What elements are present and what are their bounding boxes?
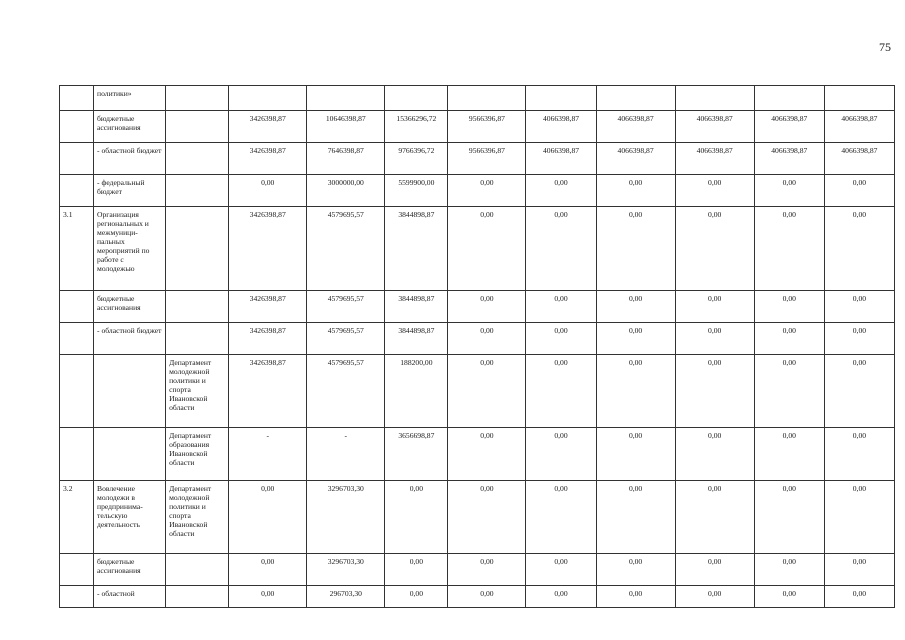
row-value-cell [448, 86, 526, 111]
row-value-cell: 3426398,87 [229, 207, 307, 291]
row-value-cell: 0,00 [448, 291, 526, 323]
row-value-cell: 3426398,87 [229, 143, 307, 175]
row-value-cell: 0,00 [385, 586, 448, 608]
row-value-cell [824, 86, 894, 111]
budget-table [59, 85, 895, 608]
row-value-cell: 4066398,87 [675, 143, 754, 175]
row-value-cell [307, 86, 385, 111]
row-executor-cell: Департамент молодежной политики и спорта Ивановской области [166, 481, 229, 554]
row-code-cell [60, 143, 94, 175]
row-code-cell: 3.2 [60, 481, 94, 554]
row-name-cell [94, 355, 166, 428]
row-value-cell [675, 86, 754, 111]
row-value-cell: 0,00 [448, 554, 526, 586]
row-value-cell: 0,00 [526, 291, 596, 323]
row-value-cell: 0,00 [448, 428, 526, 481]
table-row [60, 323, 895, 355]
row-value-cell: 0,00 [824, 291, 894, 323]
row-name-cell: - областной бюджет [94, 323, 166, 355]
row-value-cell: 0,00 [526, 586, 596, 608]
row-value-cell: 4579695,57 [307, 355, 385, 428]
row-value-cell [385, 86, 448, 111]
row-value-cell: 0,00 [824, 481, 894, 554]
row-value-cell: 0,00 [824, 207, 894, 291]
row-value-cell: 0,00 [754, 481, 824, 554]
row-value-cell: 0,00 [754, 554, 824, 586]
row-executor-cell [166, 86, 229, 111]
row-value-cell: 0,00 [596, 554, 675, 586]
row-name-cell: бюджетные ассигнования [94, 291, 166, 323]
row-executor-cell [166, 586, 229, 608]
row-value-cell: 4579695,57 [307, 323, 385, 355]
row-value-cell: 0,00 [229, 481, 307, 554]
row-code-cell [60, 586, 94, 608]
row-value-cell: 0,00 [824, 323, 894, 355]
row-value-cell: 4066398,87 [675, 111, 754, 143]
row-value-cell: 0,00 [596, 586, 675, 608]
row-value-cell: 3426398,87 [229, 323, 307, 355]
row-code-cell [60, 175, 94, 207]
row-value-cell: 0,00 [824, 428, 894, 481]
row-value-cell: 3296703,30 [307, 554, 385, 586]
table-row [60, 291, 895, 323]
row-value-cell: 0,00 [385, 481, 448, 554]
table-row [60, 207, 895, 291]
row-value-cell: 5599900,00 [385, 175, 448, 207]
table-row [60, 586, 895, 608]
row-value-cell: 0,00 [675, 481, 754, 554]
row-value-cell: 0,00 [754, 207, 824, 291]
row-value-cell: 0,00 [596, 428, 675, 481]
row-value-cell: 0,00 [526, 323, 596, 355]
row-value-cell: 0,00 [448, 481, 526, 554]
row-value-cell: 4066398,87 [824, 111, 894, 143]
row-value-cell: 0,00 [385, 554, 448, 586]
budget-table-body [60, 86, 895, 608]
row-value-cell: 4066398,87 [526, 111, 596, 143]
row-value-cell: 3844898,87 [385, 207, 448, 291]
row-value-cell: 0,00 [448, 586, 526, 608]
row-value-cell: 3426398,87 [229, 291, 307, 323]
row-value-cell: 0,00 [675, 291, 754, 323]
table-row [60, 175, 895, 207]
row-value-cell: 0,00 [675, 586, 754, 608]
row-value-cell: 3426398,87 [229, 355, 307, 428]
row-value-cell: 296703,30 [307, 586, 385, 608]
row-executor-cell: Департамент молодежной политики и спорта Ивановской области [166, 355, 229, 428]
row-executor-cell [166, 111, 229, 143]
row-value-cell: 0,00 [596, 207, 675, 291]
row-value-cell: 0,00 [675, 355, 754, 428]
row-value-cell: 3844898,87 [385, 291, 448, 323]
row-value-cell: 0,00 [596, 323, 675, 355]
row-value-cell: 0,00 [824, 554, 894, 586]
row-name-cell: - федеральный бюджет [94, 175, 166, 207]
row-value-cell: 0,00 [596, 481, 675, 554]
row-value-cell: 4066398,87 [526, 143, 596, 175]
row-value-cell: 0,00 [526, 175, 596, 207]
row-executor-cell [166, 554, 229, 586]
row-value-cell: 0,00 [448, 323, 526, 355]
row-value-cell: 0,00 [754, 291, 824, 323]
page-number: 75 [879, 40, 891, 54]
table-row [60, 111, 895, 143]
row-code-cell [60, 291, 94, 323]
row-value-cell: 4066398,87 [596, 111, 675, 143]
row-name-cell: бюджетные ассигнования [94, 111, 166, 143]
row-value-cell: 10646398,87 [307, 111, 385, 143]
row-value-cell: 4066398,87 [754, 143, 824, 175]
row-value-cell: 0,00 [824, 586, 894, 608]
row-value-cell: 0,00 [754, 355, 824, 428]
row-value-cell: - [229, 428, 307, 481]
row-executor-cell [166, 207, 229, 291]
row-name-cell: - областной бюджет [94, 143, 166, 175]
row-value-cell [229, 86, 307, 111]
row-value-cell: 0,00 [229, 175, 307, 207]
row-executor-cell [166, 291, 229, 323]
row-code-cell [60, 86, 94, 111]
row-value-cell: 0,00 [526, 428, 596, 481]
row-value-cell: 3296703,30 [307, 481, 385, 554]
row-value-cell: 0,00 [675, 207, 754, 291]
row-code-cell [60, 428, 94, 481]
row-value-cell: 0,00 [229, 586, 307, 608]
row-value-cell: 0,00 [596, 175, 675, 207]
row-code-cell [60, 554, 94, 586]
row-value-cell: 4066398,87 [824, 143, 894, 175]
table-row [60, 554, 895, 586]
row-value-cell: 0,00 [754, 323, 824, 355]
row-value-cell: - [307, 428, 385, 481]
row-value-cell: 0,00 [526, 554, 596, 586]
row-name-cell: - областной [94, 586, 166, 608]
row-value-cell: 9566396,87 [448, 143, 526, 175]
table-row [60, 355, 895, 428]
row-value-cell: 0,00 [675, 175, 754, 207]
row-code-cell: 3.1 [60, 207, 94, 291]
row-value-cell: 4066398,87 [596, 143, 675, 175]
row-value-cell: 0,00 [448, 207, 526, 291]
row-value-cell: 3000000,00 [307, 175, 385, 207]
row-value-cell: 0,00 [675, 323, 754, 355]
row-value-cell: 4579695,57 [307, 207, 385, 291]
row-value-cell: 0,00 [824, 175, 894, 207]
row-name-cell: Организация региональных и межмуници-пальных мероприятий по работе с молодежью [94, 207, 166, 291]
row-code-cell [60, 355, 94, 428]
row-executor-cell [166, 323, 229, 355]
row-value-cell: 188200,00 [385, 355, 448, 428]
row-value-cell: 4579695,57 [307, 291, 385, 323]
row-code-cell [60, 323, 94, 355]
row-value-cell: 0,00 [229, 554, 307, 586]
row-value-cell: 3426398,87 [229, 111, 307, 143]
row-value-cell: 0,00 [526, 207, 596, 291]
row-value-cell: 0,00 [754, 428, 824, 481]
row-value-cell: 0,00 [596, 291, 675, 323]
row-value-cell [596, 86, 675, 111]
row-value-cell: 3844898,87 [385, 323, 448, 355]
row-executor-cell [166, 143, 229, 175]
row-value-cell: 4066398,87 [754, 111, 824, 143]
row-value-cell: 0,00 [448, 355, 526, 428]
row-executor-cell [166, 175, 229, 207]
row-value-cell: 7646398,87 [307, 143, 385, 175]
row-value-cell: 3656698,87 [385, 428, 448, 481]
row-name-cell: Вовлечение молодежи в предпринима-тельскую деятельность [94, 481, 166, 554]
row-value-cell: 0,00 [526, 355, 596, 428]
row-value-cell: 9766396,72 [385, 143, 448, 175]
row-value-cell: 0,00 [754, 586, 824, 608]
row-executor-cell: Департамент образования Ивановской области [166, 428, 229, 481]
row-value-cell: 0,00 [675, 428, 754, 481]
row-value-cell: 15366296,72 [385, 111, 448, 143]
row-value-cell: 0,00 [824, 355, 894, 428]
row-name-cell [94, 428, 166, 481]
row-name-cell: политики» [94, 86, 166, 111]
table-row [60, 143, 895, 175]
row-value-cell: 0,00 [596, 355, 675, 428]
row-value-cell: 0,00 [526, 481, 596, 554]
row-value-cell: 0,00 [675, 554, 754, 586]
table-row [60, 428, 895, 481]
row-value-cell: 0,00 [754, 175, 824, 207]
row-value-cell [754, 86, 824, 111]
table-row [60, 481, 895, 554]
row-value-cell: 9566396,87 [448, 111, 526, 143]
row-value-cell: 0,00 [448, 175, 526, 207]
row-value-cell [526, 86, 596, 111]
row-name-cell: бюджетные ассигнования [94, 554, 166, 586]
table-row [60, 86, 895, 111]
row-code-cell [60, 111, 94, 143]
